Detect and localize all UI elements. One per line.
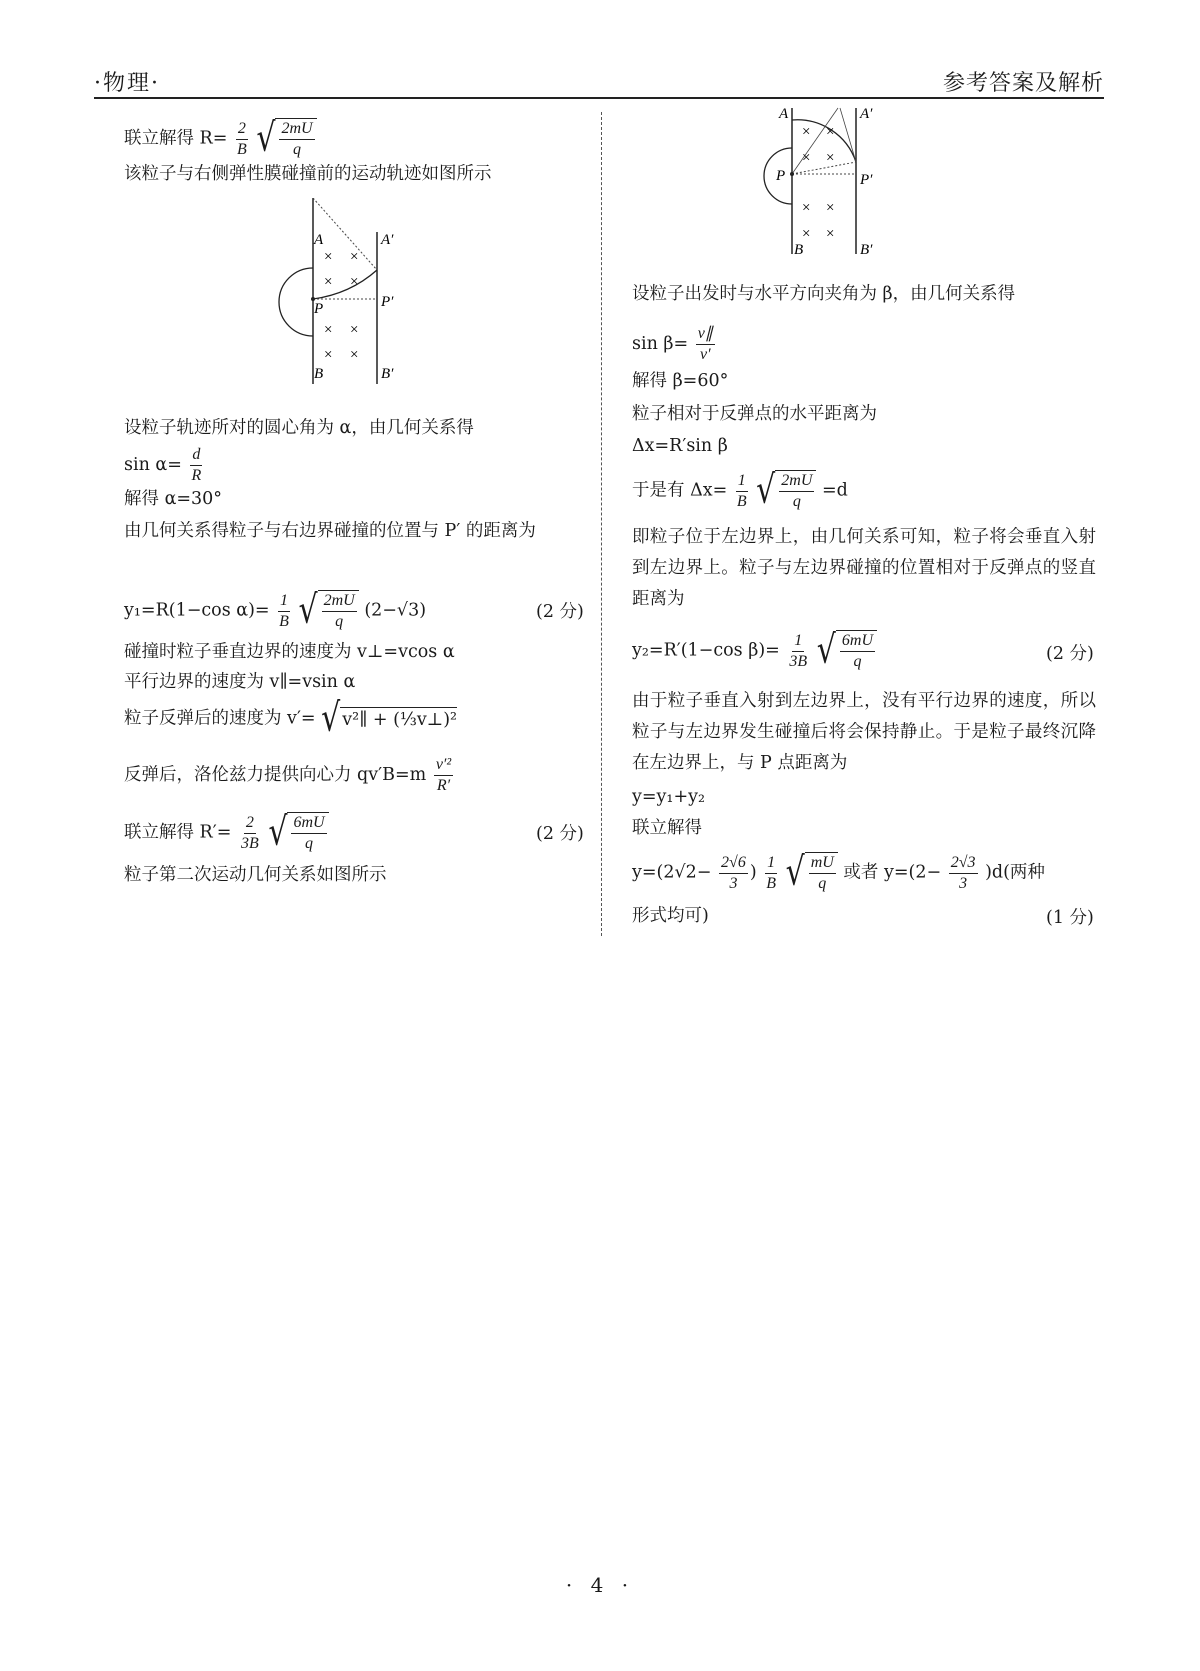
left-line-6: 由几何关系得粒子与右边界碰撞的位置与 P′ 的距离为 (124, 521, 536, 541)
fig1-label-A: A (314, 232, 324, 248)
score-mark: (2 分) (536, 824, 584, 844)
trajectory-figure-1 (270, 198, 420, 394)
fig1-cross: × (324, 322, 333, 338)
right-line-6: 于是有 Δx= $\frac{1}{B}$ √ $\frac{2mU}{q}$ =d (632, 467, 848, 514)
left-line-12: 联立解得 R′= $\frac{2}{3B}$ √ $\frac{6mU}{q}$ (124, 812, 329, 854)
fig2-cross: × (802, 226, 811, 242)
fig2-label-A: A (779, 106, 789, 122)
right-line-10: y=y₁+y₂ (632, 787, 706, 807)
right-line-1: 设粒子出发时与水平方向夹角为 β，由几何关系得 (632, 284, 1016, 304)
header-subject: ·物理· (94, 71, 160, 96)
left-line-4: sin α= $\frac{d}{R}$ (124, 446, 202, 484)
fig1-label-P: P (314, 301, 324, 317)
fig2-cross: × (826, 150, 835, 166)
fig1-cross: × (324, 347, 333, 363)
left-line-10: 粒子反弹后的速度为 v′= √ v²∥ + (⅓v⊥)² (124, 695, 458, 742)
column-divider (601, 112, 602, 936)
left-line-9: 平行边界的速度为 v∥=vsin α (124, 672, 356, 692)
fig1-cross: × (350, 274, 359, 290)
fig2-cross: × (802, 150, 811, 166)
left-line-8: 碰撞时粒子垂直边界的速度为 v⊥=vcos α (124, 642, 455, 662)
right-line-9: 由于粒子垂直入射到左边界上，没有平行边界的速度，所以粒子与左边界发生碰撞后将会保持静止。于是粒子最终沉降在左边界上，与 P 点距离为 (632, 691, 1096, 773)
fig2-cross: × (802, 200, 811, 216)
fig1-label-B: B (314, 366, 324, 382)
fig2-cross: × (802, 124, 811, 140)
left-line-5: 解得 α=30° (124, 489, 223, 509)
left-line-3: 设粒子轨迹所对的圆心角为 α，由几何关系得 (124, 418, 474, 438)
sqrt-speed-expression: √ v²∥ + (⅓v⊥)² (321, 695, 458, 742)
fig1-cross: × (324, 249, 333, 265)
fig1-cross: × (350, 322, 359, 338)
fig2-label-B-prime: B′ (860, 242, 873, 258)
score-mark: (1 分) (1046, 908, 1094, 928)
fig2-label-A-prime: A′ (860, 106, 873, 122)
fig1-label-B-prime: B′ (381, 366, 394, 382)
score-mark: (2 分) (536, 602, 584, 622)
right-line-5: Δx=R′sin β (632, 436, 728, 456)
left-line-1 (124, 115, 317, 162)
fig2-label-P: P (776, 168, 786, 184)
right-line-12: y=(2√2− $\frac{2√6}{3}$ ) $\frac{1}{B}$ √ $\frac{mU}{q}$ 或者 y=(2− $\frac{2√3}{3}$ )d(两种 (632, 849, 1045, 896)
fraction-2-over-B: $\frac{2}{B}$ (236, 119, 247, 158)
fig2-label-B: B (794, 242, 804, 258)
left-line-13: 粒子第二次运动几何关系如图所示 (124, 865, 387, 885)
fig2-cross: × (826, 226, 835, 242)
fraction-d-over-R: $\frac{d}{R}$ (191, 446, 202, 484)
right-line-3: 解得 β=60° (632, 371, 729, 391)
right-line-13: 形式均可) (632, 906, 709, 926)
left-line-7: y₁=R(1−cos α)= $\frac{1}{B}$ √ $\frac{2mU}{q}$ (2−√3) (124, 587, 427, 634)
score-mark: (2 分) (1046, 644, 1094, 664)
sqrt-2mU-over-q: √ $\frac{2mU}{q}$ (256, 118, 316, 160)
text-solve-R: 联立解得 R= (124, 128, 228, 149)
header-rule (94, 97, 1104, 99)
right-line-4: 粒子相对于反弹点的水平距离为 (632, 404, 877, 424)
right-line-8: y₂=R′(1−cos β)= $\frac{1}{3B}$ √ $\frac{6mU}{q}$ (632, 630, 877, 672)
left-line-2: 该粒子与右侧弹性膜碰撞前的运动轨迹如图所示 (124, 164, 492, 184)
right-line-7: 即粒子位于左边界上，由几何关系可知，粒子将会垂直入射到左边界上。粒子与左边界碰撞的位置相对于反弹点的竖直距离为 (632, 527, 1096, 609)
fig1-cross: × (324, 274, 333, 290)
fig1-cross: × (350, 249, 359, 265)
right-line-11: 联立解得 (632, 818, 702, 838)
trajectory-figure-2 (752, 104, 922, 260)
right-line-2: sin β= $\frac{v\parallel}{v'}$ (632, 325, 713, 363)
fig1-label-A-prime: A′ (381, 232, 394, 248)
fig2-cross: × (826, 200, 835, 216)
header-section: 参考答案及解析 (942, 71, 1104, 96)
fig2-label-P-prime: P′ (860, 172, 873, 188)
fig1-label-P-prime: P′ (381, 294, 394, 310)
left-line-11: 反弹后，洛伦兹力提供向心力 qv′B=m $\frac{\text{v′²}}{R'}$ (124, 756, 452, 794)
page-number: · 4 · (565, 1573, 635, 1597)
fig1-cross: × (350, 347, 359, 363)
fig2-cross: × (826, 124, 835, 140)
